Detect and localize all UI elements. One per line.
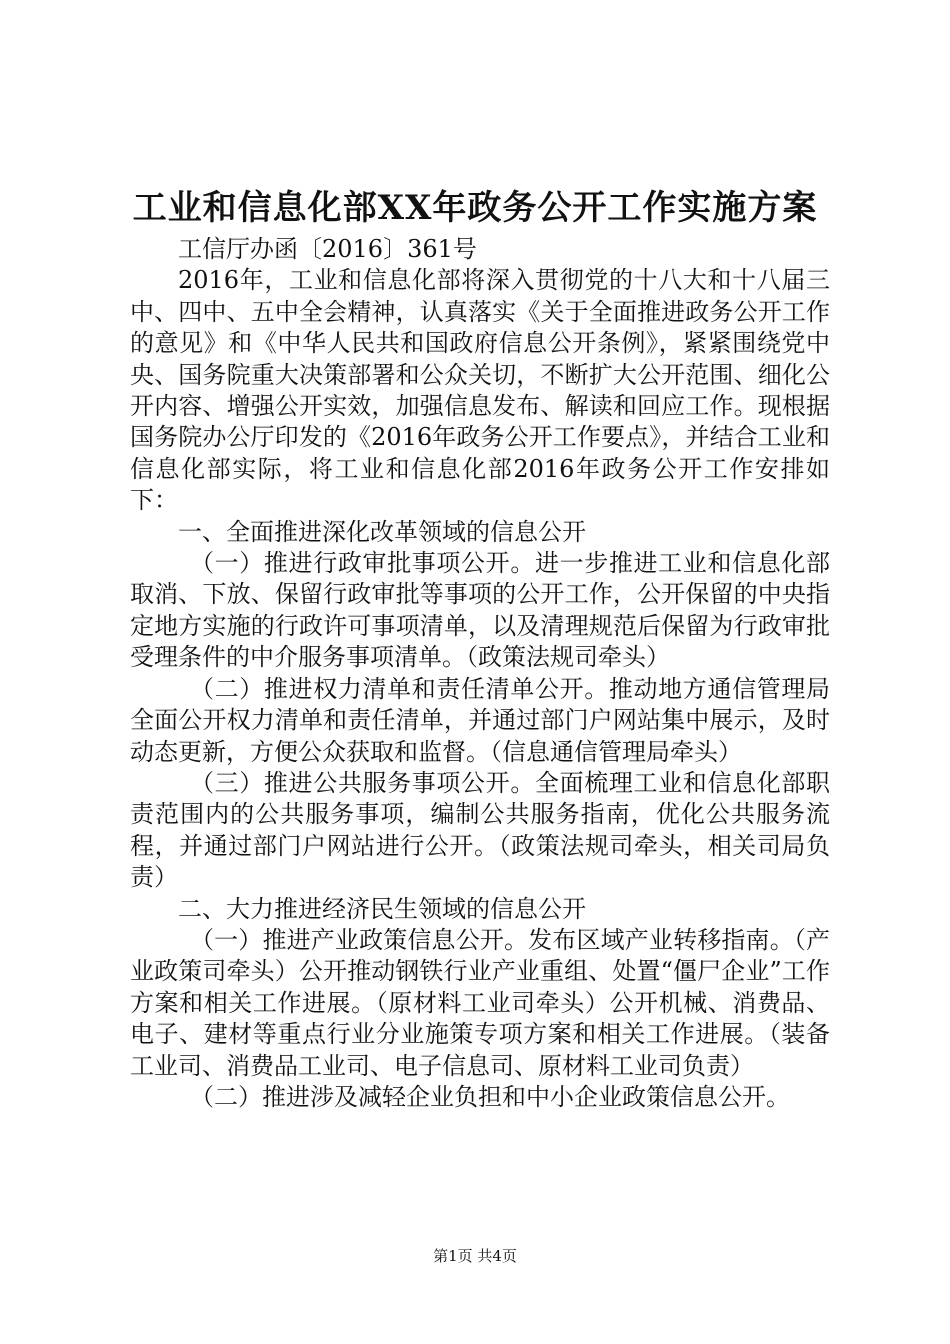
intro-paragraph: 2016年，工业和信息化部将深入贯彻党的十八大和十八届三中、四中、五中全会精神，认真落实《关于全面推进政务公开工作的意见》和《中华人民共和国政府信息公开条例》，紧紧围绕党中央、国务院重大决策部署和公众关切，不断扩大公开范围、细化公开内容、增强公开实效，加强信息发布、解读和回应工作。现根据国务院办公厅印发的《2016年政务公开工作要点》，并结合工业和信息化部实际，将工业和信息化部2016年政务公开工作安排如下：	[130, 266, 830, 515]
section-2-item-2: （二）推进涉及减轻企业负担和中小企业政策信息公开。	[190, 1082, 790, 1111]
section-1-item-2: （二）推进权力清单和责任清单公开。推动地方通信管理局全面公开权力清单和责任清单，并通过部门户网站集中展示，及时动态更新，方便公众获取和监督。（信息通信管理局牵头）	[130, 674, 830, 766]
document-title: 工业和信息化部XX年政务公开工作实施方案	[132, 188, 818, 228]
section-2-heading: 二、大力推进经济民生领域的信息公开	[178, 894, 586, 923]
section-2-item-1: （一）推进产业政策信息公开。发布区域产业转移指南。（产业政策司牵头）公开推动钢铁行业产业重组、处置“僵尸企业”工作方案和相关工作进展。（原材料工业司牵头）公开机械、消费品、电子、建材等重点行业分业施策专项方案和相关工作进展。（装备工业司、消费品工业司、电子信息司、原材料工业司负责）	[130, 925, 830, 1080]
page-footer: 第1页 共4页	[433, 1247, 517, 1265]
section-1-item-3: （三）推进公共服务事项公开。全面梳理工业和信息化部职责范围内的公共服务事项，编制公共服务指南，优化公共服务流程，并通过部门户网站进行公开。（政策法规司牵头，相关司局负责）	[130, 768, 830, 892]
doc-number: 工信厅办函〔2016〕361号	[178, 235, 477, 263]
section-1-heading: 一、全面推进深化改革领域的信息公开	[178, 517, 586, 546]
document-body	[130, 234, 830, 1113]
section-1-item-1: （一）推进行政审批事项公开。进一步推进工业和信息化部取消、下放、保留行政审批等事项的公开工作，公开保留的中央指定地方实施的行政许可事项清单，以及清理规范后保留为行政审批受理条件的中介服务事项清单。（政策法规司牵头）	[130, 549, 830, 672]
